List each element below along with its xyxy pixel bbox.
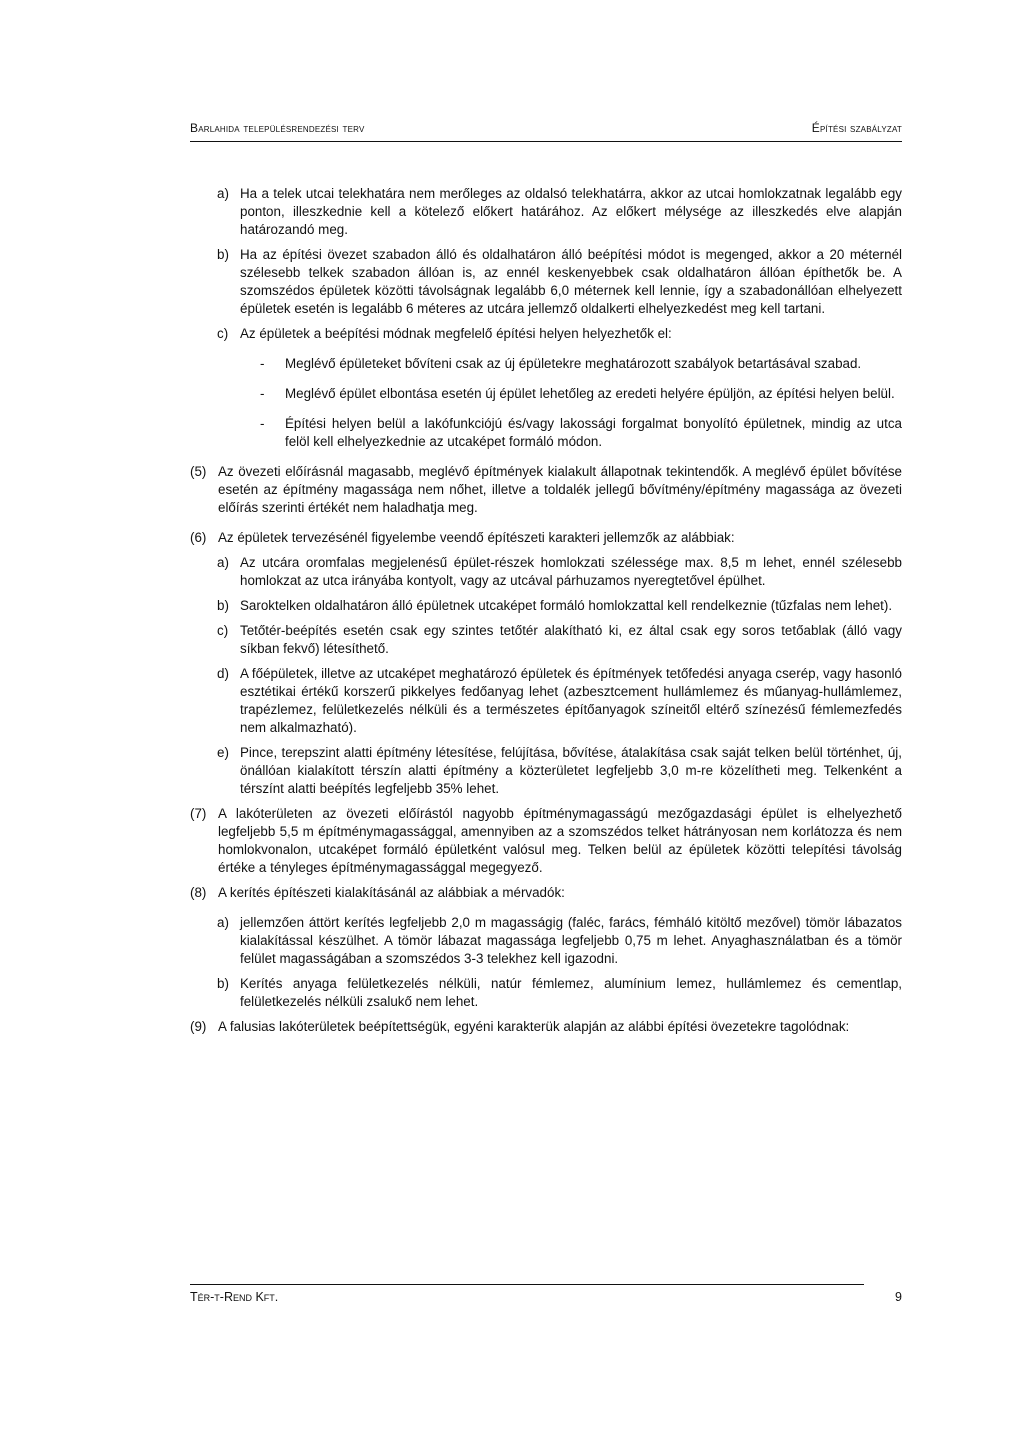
item-label: a) <box>217 915 229 930</box>
item-text: jellemzően áttört kerítés legfeljebb 2,0 m magasságig (faléc, farács, fémháló kitöltő mezővel) tömör lábazatos kialakítással készülhet. A tömör lábazat magassága legfeljebb 0,75 m lehet. Anyaghasználatban és a tömör felület magasságában a szomszédos 3-3 telekhez kell igazodni. <box>240 915 902 966</box>
item-text: Az utcára oromfalas megjelenésű épület-részek homlokzati szélessége max. 8,5 m lehet, ennél szélesebb homlokzat az utca irányába kontyolt, vagy az utcával párhuzamos nyeregtetővel épülhet. <box>240 555 902 588</box>
section-6 <box>190 529 902 547</box>
item-label: c) <box>217 326 229 341</box>
item-text: A falusias lakóterületek beépítettségük, egyéni karakterük alapján az alábbi építési övezetekre tagolódnak: <box>218 1019 850 1034</box>
section-number: (8) <box>190 885 207 900</box>
paragraph-a <box>190 914 902 968</box>
item-label: b) <box>217 247 229 262</box>
paragraph-e <box>190 744 902 798</box>
bullet-item <box>190 355 902 373</box>
header-section: Építési szabályzat <box>811 121 902 135</box>
bullet-dash: - <box>260 386 265 401</box>
section-5 <box>190 463 902 517</box>
section-number: (7) <box>190 806 207 821</box>
item-text: Ha a telek utcai telekhatára nem merőleges az oldalsó telekhatárra, akkor az utcai homlokzatnak legalább egy ponton, illeszkednie kell a kötelező előkert határához. Az előkert mélysége az illeszkedés elve alapján határozandó meg. <box>240 186 902 237</box>
item-text: Ha az építési övezet szabadon álló és oldalhatáron álló beépítési módot is megenged, akkor a 20 méternél szélesebb telkek szabadon állóan is, az ennél keskenyebbek csak oldalhatáron állóan építhetők be. A szomszédos épületek közötti távolságnak legalább 6,0 méternek kell lennie, így a szabadonállóan elhelyezett épületek esetén is legalább 6 méteres az utcára jellemző oldalkerti elhelyezkedést meg kell tartani. <box>240 247 902 316</box>
item-label: d) <box>217 666 229 681</box>
paragraph-b <box>190 597 902 615</box>
bullet-item <box>190 385 902 403</box>
bullet-dash: - <box>260 416 265 431</box>
item-label: b) <box>217 598 229 613</box>
section-number: (6) <box>190 530 207 545</box>
section-number: (9) <box>190 1019 207 1034</box>
item-label: b) <box>217 976 229 991</box>
item-label: a) <box>217 555 229 570</box>
item-text: Saroktelken oldalhatáron álló épületnek utcaképet formáló homlokzattal kell rendelkeznie (tűzfalas nem lehet). <box>240 598 893 613</box>
item-text: Kerítés anyaga felületkezelés nélküli, natúr fémlemez, alumínium lemez, hullámlemez és cementlap, felületkezelés nélküli zsalukő nem lehet. <box>240 976 902 1009</box>
paragraph-a <box>190 554 902 590</box>
item-text: A főépületek, illetve az utcaképet meghatározó épületek és építmények tetőfedési anyaga cserép, vagy hasonló esztétikai értékű korszerű pikkelyes fedőanyag lehet (azbesztcement hullámlemez és műanyag-hullámlemez, trapézlemez, felületkezelés nélküli és a természetes építőanyagok színeitől eltérő színezésű fémlemezfedés nem alkalmazható). <box>240 666 902 735</box>
header-title: Barlahida településrendezési terv <box>190 121 365 135</box>
item-text: Az épületek a beépítési módnak megfelelő építési helyen helyezhetők el: <box>240 326 672 341</box>
section-number: (5) <box>190 464 207 479</box>
item-text: Építési helyen belül a lakófunkciójú és/vagy lakossági forgalmat bonyolító épületnek, mindig az utca felöl kell elhelyezkednie az utcaképet formáló módon. <box>285 416 902 449</box>
page-header <box>190 121 902 135</box>
item-text: Pince, terepszint alatti építmény létesítése, felújítása, bővítése, átalakítása csak saját telken belül történhet, új, önállóan kialakított térszín alatti építmény a közterületet legfeljebb 3,0 m-re közelítheti meg. Telkenként a térszínt alatti beépítés legfeljebb 35% lehet. <box>240 745 902 796</box>
page-footer <box>190 1290 902 1304</box>
paragraph-b <box>190 975 902 1011</box>
paragraph-d <box>190 665 902 737</box>
item-text: Az épületek tervezésénél figyelembe veendő építészeti karakteri jellemzők az alábbiak: <box>218 530 735 545</box>
page-number: 9 <box>895 1290 902 1304</box>
paragraph-c <box>190 622 902 658</box>
item-text: A kerítés építészeti kialakításánál az alábbiak a mérvadók: <box>218 885 565 900</box>
item-label: a) <box>217 186 229 201</box>
paragraph-c <box>190 325 902 343</box>
section-8 <box>190 884 902 902</box>
footer-company: Tér-t-Rend Kft. <box>190 1290 279 1304</box>
item-label: e) <box>217 745 229 760</box>
section-7 <box>190 805 902 877</box>
item-text: Tetőtér-beépítés esetén csak egy szintes tetőtér alakítható ki, ez által csak egy soros tetőablak (álló vagy síkban fekvő) létesíthető. <box>240 623 902 656</box>
item-text: A lakóterületen az övezeti előírástól nagyobb építménymagasságú mezőgazdasági épület is elhelyezhető legfeljebb 5,5 m építménymagassággal, amennyiben az a szomszédos telket hátrányosan nem korlátozza és nem homlokvonalon, utcaképet formáló épületként valósul meg. Telken belül az épületek közötti telepítési távolság értéke a tényleges építménymagassággal megegyező. <box>218 806 902 875</box>
item-text: Az övezeti előírásnál magasabb, meglévő építmények kialakult állapotnak tekintendők. A meglévő épület bővítése esetén az építmény magassága nem nőhet, illetve a toldalék jellegű bővítmény/építmény magassága az övezeti előírás szerinti értékét nem haladhatja meg. <box>218 464 902 515</box>
paragraph-b <box>190 246 902 318</box>
item-text: Meglévő épület elbontása esetén új épület lehetőleg az eredeti helyére épüljön, az építési helyen belül. <box>285 386 895 401</box>
bullet-dash: - <box>260 356 265 371</box>
item-label: c) <box>217 623 229 638</box>
regulation-body <box>190 185 902 1036</box>
header-divider <box>190 141 902 142</box>
section-9 <box>190 1018 902 1036</box>
paragraph-a <box>190 185 902 239</box>
bullet-item <box>190 415 902 451</box>
footer-divider <box>190 1284 864 1285</box>
item-text: Meglévő épületeket bővíteni csak az új épületekre meghatározott szabályok betartásával szabad. <box>285 356 862 371</box>
